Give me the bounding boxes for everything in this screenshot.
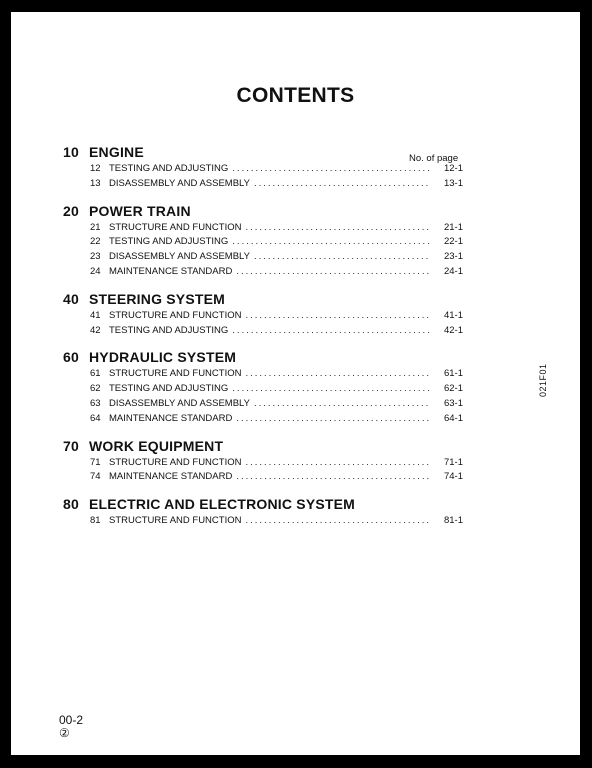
toc-entry[interactable]: [63, 250, 463, 265]
toc-entry[interactable]: [63, 412, 463, 427]
entry-page-number: 74-1: [443, 471, 463, 483]
entry-number: 71: [90, 456, 101, 468]
entry-page-number: 23-1: [443, 251, 463, 263]
toc-entry[interactable]: [63, 162, 463, 177]
dot-leader: [236, 265, 429, 280]
toc-entry[interactable]: [63, 382, 463, 397]
entry-page-number: 61-1: [443, 368, 463, 380]
toc-entry[interactable]: [63, 514, 463, 529]
entry-page-number: 64-1: [443, 412, 463, 424]
entry-title: MAINTENANCE STANDARD: [109, 412, 233, 424]
toc-entry[interactable]: [63, 221, 463, 236]
entry-title: MAINTENANCE STANDARD: [109, 265, 233, 277]
entry-title: TESTING AND ADJUSTING: [109, 236, 229, 248]
toc-entry[interactable]: [63, 235, 463, 250]
dot-leader: [245, 309, 429, 324]
entry-title: STRUCTURE AND FUNCTION: [109, 368, 242, 380]
entry-title: STRUCTURE AND FUNCTION: [109, 221, 242, 233]
section-heading[interactable]: [63, 437, 463, 456]
section-heading[interactable]: [63, 348, 463, 367]
entry-title: DISASSEMBLY AND ASSEMBLY: [109, 251, 250, 263]
section-number: 80: [63, 496, 79, 513]
toc-entry[interactable]: [63, 324, 463, 339]
section-heading[interactable]: [63, 495, 463, 514]
entry-page-number: 71-1: [443, 456, 463, 468]
section-number: 20: [63, 202, 79, 219]
entry-page-number: 24-1: [443, 265, 463, 277]
dot-leader: [245, 456, 429, 471]
entry-page-number: 21-1: [443, 221, 463, 233]
dot-leader: [254, 177, 429, 192]
toc-entry[interactable]: [63, 177, 463, 192]
entry-title: DISASSEMBLY AND ASSEMBLY: [109, 397, 250, 409]
toc-entry[interactable]: [63, 397, 463, 412]
entry-title: TESTING AND ADJUSTING: [109, 163, 229, 174]
entry-number: 81: [90, 515, 101, 527]
section-number: 40: [63, 290, 79, 307]
dot-leader: [232, 324, 429, 339]
page-number: 00-2: [59, 713, 84, 727]
entry-page-number: 62-1: [443, 383, 463, 395]
page-footer: [59, 714, 83, 740]
dot-leader: [236, 470, 429, 485]
dot-leader: [232, 382, 429, 397]
section-heading[interactable]: [63, 143, 463, 162]
section-heading[interactable]: [63, 202, 463, 221]
dot-leader: [245, 367, 429, 382]
section-title: ELECTRIC AND ELECTRONIC SYSTEM: [89, 496, 356, 513]
revision-mark: ②: [59, 726, 70, 740]
entry-number: 23: [90, 251, 101, 263]
entry-number: 22: [90, 236, 101, 248]
toc-entry[interactable]: [63, 456, 463, 471]
section-number: 70: [63, 437, 79, 454]
dot-leader: [254, 250, 429, 265]
section-number: 10: [63, 144, 79, 160]
toc-entry[interactable]: [63, 309, 463, 324]
entry-number: 74: [90, 471, 101, 483]
toc-section: [63, 348, 463, 426]
toc-entry[interactable]: [63, 367, 463, 382]
entry-page-number: 63-1: [443, 397, 463, 409]
entry-title: STRUCTURE AND FUNCTION: [109, 456, 242, 468]
dot-leader: [236, 412, 429, 427]
entry-number: 41: [90, 309, 101, 321]
toc-section: [63, 143, 463, 192]
entry-page-number: 41-1: [443, 309, 463, 321]
entry-number: 63: [90, 397, 101, 409]
no-of-page-label: No. of page: [409, 153, 459, 164]
entry-title: STRUCTURE AND FUNCTION: [109, 515, 242, 527]
dot-leader: [245, 514, 429, 529]
toc-entry[interactable]: [63, 265, 463, 280]
side-code: 021F01: [538, 363, 548, 397]
entry-page-number: 81-1: [443, 515, 463, 527]
entry-number: 61: [90, 368, 101, 380]
entry-number: 24: [90, 265, 101, 277]
entry-page-number: 42-1: [443, 324, 463, 336]
entry-number: 42: [90, 324, 101, 336]
section-title: ENGINE: [89, 144, 144, 160]
entry-title: DISASSEMBLY AND ASSEMBLY: [109, 177, 250, 189]
section-title: WORK EQUIPMENT: [89, 437, 224, 454]
entry-title: STRUCTURE AND FUNCTION: [109, 309, 242, 321]
toc-section: [63, 437, 463, 486]
section-heading[interactable]: [63, 290, 463, 309]
toc-entry[interactable]: [63, 470, 463, 485]
dot-leader: [232, 162, 429, 177]
entry-number: 12: [90, 163, 101, 174]
section-number: 60: [63, 349, 79, 366]
entry-number: 13: [90, 177, 101, 189]
entry-number: 64: [90, 412, 101, 424]
section-title: STEERING SYSTEM: [89, 290, 226, 307]
dot-leader: [232, 235, 429, 250]
page-title: CONTENTS: [236, 84, 355, 107]
entry-page-number: 12-1: [443, 163, 463, 174]
document-page: [11, 12, 580, 755]
contents-list: [63, 143, 463, 539]
entry-number: 62: [90, 383, 101, 395]
entry-number: 21: [90, 221, 101, 233]
entry-page-number: 22-1: [443, 236, 463, 248]
toc-section: [63, 202, 463, 280]
dot-leader: [254, 397, 429, 412]
entry-title: TESTING AND ADJUSTING: [109, 383, 229, 395]
entry-page-number: 13-1: [443, 177, 463, 189]
section-title: HYDRAULIC SYSTEM: [89, 349, 237, 366]
entry-title: TESTING AND ADJUSTING: [109, 324, 229, 336]
toc-section: [63, 495, 463, 529]
toc-section: [63, 290, 463, 339]
section-title: POWER TRAIN: [89, 202, 191, 219]
dot-leader: [245, 221, 429, 236]
entry-title: MAINTENANCE STANDARD: [109, 471, 233, 483]
